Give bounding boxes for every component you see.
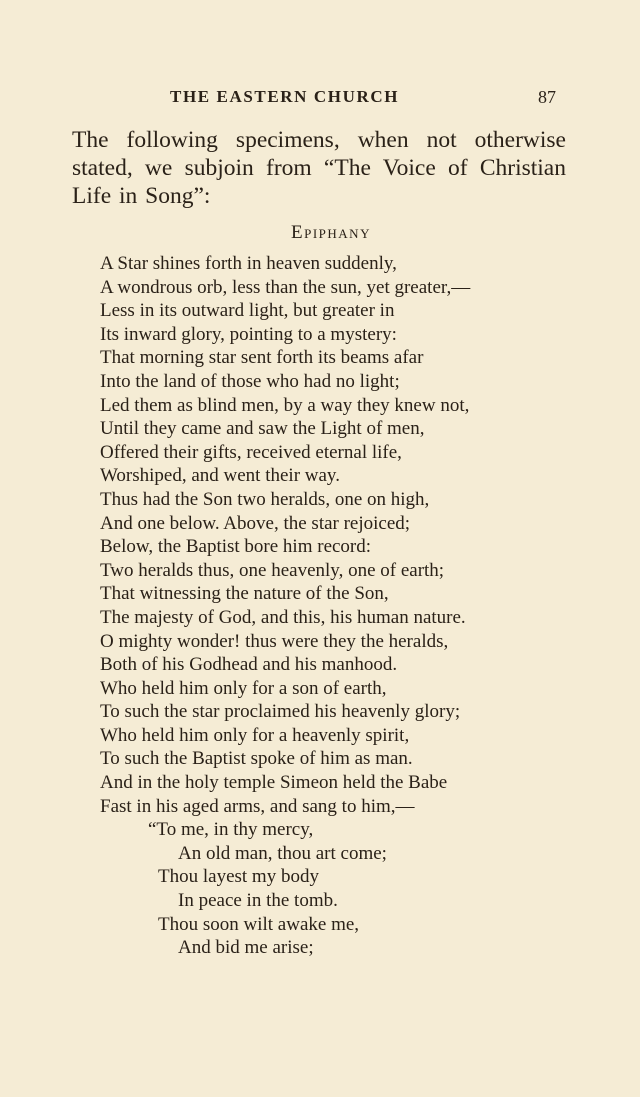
poem-line: Who held him only for a heavenly spirit,	[100, 724, 410, 746]
poem-line: Led them as blind men, by a way they knew not,	[100, 394, 470, 416]
poem-line: That witnessing the nature of the Son,	[100, 583, 389, 605]
poem-line: In peace in the tomb.	[178, 890, 338, 912]
poem-line: And one below. Above, the star rejoiced;	[100, 512, 411, 534]
poem-line: “To me, in thy mercy,	[148, 819, 314, 841]
poem-line: And in the holy temple Simeon held the Babe	[100, 772, 448, 794]
intro-line: Life in Song”:	[72, 183, 211, 209]
poem-line: Both of his Godhead and his manhood.	[100, 654, 398, 676]
poem-line: To such the Baptist spoke of him as man.	[100, 748, 413, 770]
poem-line: Until they came and saw the Light of men,	[100, 418, 425, 440]
poem-line: To such the star proclaimed his heavenly glory;	[100, 701, 461, 723]
poem-line: A Star shines forth in heaven suddenly,	[100, 253, 397, 274]
poem-line: Thou layest my body	[158, 866, 319, 888]
poem-line: Two heralds thus, one heavenly, one of earth;	[100, 559, 445, 581]
running-head	[0, 87, 640, 111]
poem-line: Offered their gifts, received eternal life,	[100, 441, 402, 463]
poem-line: That morning star sent forth its beams afar	[100, 347, 424, 369]
intro-line: The following specimens, when not otherwise	[72, 127, 566, 153]
section-title: Epiphany	[291, 222, 371, 243]
poem-line: Its inward glory, pointing to a mystery:	[100, 323, 397, 345]
poem-line: Worshiped, and went their way.	[100, 465, 340, 487]
poem-line: An old man, thou art come;	[178, 842, 387, 864]
poem-line: O mighty wonder! thus were they the heralds,	[100, 630, 449, 652]
poem-line: Below, the Baptist bore him record:	[100, 536, 372, 558]
poem-line: Thus had the Son two heralds, one on high,	[100, 488, 430, 510]
poem	[100, 252, 540, 960]
poem-line: Less in its outward light, but greater in	[100, 300, 395, 322]
poem-line: The majesty of God, and this, his human nature.	[100, 606, 466, 628]
running-title: THE EASTERN CHURCH	[170, 87, 400, 106]
poem-line: Who held him only for a son of earth,	[100, 677, 387, 699]
poem-line: Thou soon wilt awake me,	[158, 913, 360, 935]
poem-line: And bid me arise;	[178, 937, 314, 959]
page-number: 87	[538, 87, 556, 107]
intro-paragraph	[72, 126, 566, 210]
intro-line: stated, we subjoin from “The Voice of Christian	[72, 155, 566, 181]
poem-line: Fast in his aged arms, and sang to him,—	[100, 795, 415, 817]
poem-line: A wondrous orb, less than the sun, yet greater,—	[100, 276, 471, 298]
poem-line: Into the land of those who had no light;	[100, 370, 400, 392]
